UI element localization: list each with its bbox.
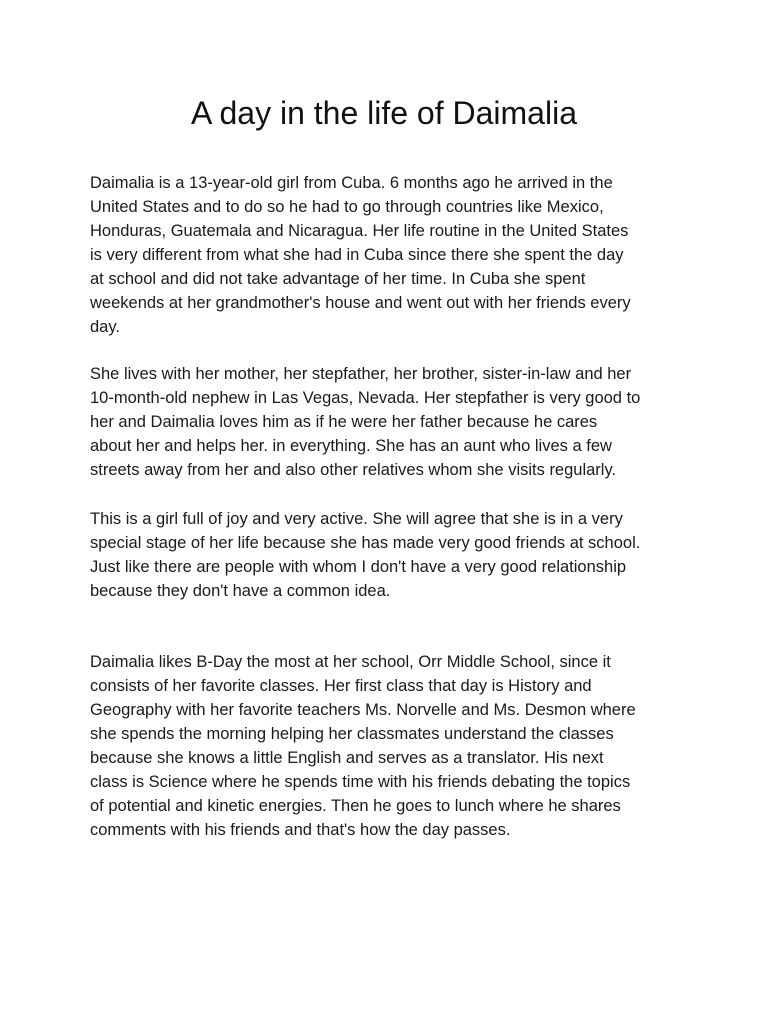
- paragraph-line: she spends the morning helping her classmates understand the classes: [90, 725, 614, 743]
- paragraph-line: Daimalia likes B-Day the most at her school, Orr Middle School, since it: [90, 653, 611, 671]
- document-title: A day in the life of Daimalia: [191, 95, 577, 131]
- paragraph-line: streets away from her and also other relatives whom she visits regularly.: [90, 461, 617, 479]
- paragraph-line: of potential and kinetic energies. Then he goes to lunch where he shares: [90, 797, 621, 815]
- paragraph-2: [90, 362, 682, 482]
- paragraph-4: [90, 650, 682, 842]
- paragraph-line: She lives with her mother, her stepfather, her brother, sister-in-law and her: [90, 365, 632, 383]
- paragraph-line: special stage of her life because she has made very good friends at school.: [90, 534, 641, 552]
- paragraph-line: because she knows a little English and serves as a translator. His next: [90, 749, 604, 767]
- paragraph-line: at school and did not take advantage of her time. In Cuba she spent: [90, 270, 586, 288]
- paragraph-line: weekends at her grandmother's house and went out with her friends every: [90, 294, 631, 312]
- paragraph-line: Daimalia is a 13-year-old girl from Cuba. 6 months ago he arrived in the: [90, 174, 613, 192]
- paragraph-line: comments with his friends and that's how the day passes.: [90, 821, 511, 839]
- paragraph-line: This is a girl full of joy and very active. She will agree that she is in a very: [90, 510, 623, 528]
- paragraph-line: because they don't have a common idea.: [90, 582, 391, 600]
- paragraph-line: day.: [90, 318, 120, 336]
- paragraph-3: [90, 507, 682, 603]
- paragraph-1: [90, 171, 682, 339]
- paragraph-line: Geography with her favorite teachers Ms. Norvelle and Ms. Desmon where: [90, 701, 636, 719]
- paragraph-line: United States and to do so he had to go through countries like Mexico,: [90, 198, 604, 216]
- paragraph-line: 10-month-old nephew in Las Vegas, Nevada. Her stepfather is very good to: [90, 389, 641, 407]
- paragraph-line: Just like there are people with whom I don't have a very good relationship: [90, 558, 627, 576]
- paragraph-line: consists of her favorite classes. Her first class that day is History and: [90, 677, 592, 695]
- paragraph-line: is very different from what she had in Cuba since there she spent the day: [90, 246, 624, 264]
- paragraph-line: about her and helps her. in everything. She has an aunt who lives a few: [90, 437, 612, 455]
- paragraph-line: Honduras, Guatemala and Nicaragua. Her life routine in the United States: [90, 222, 629, 240]
- paragraph-line: her and Daimalia loves him as if he were her father because he cares: [90, 413, 598, 431]
- paragraph-line: class is Science where he spends time with his friends debating the topics: [90, 773, 631, 791]
